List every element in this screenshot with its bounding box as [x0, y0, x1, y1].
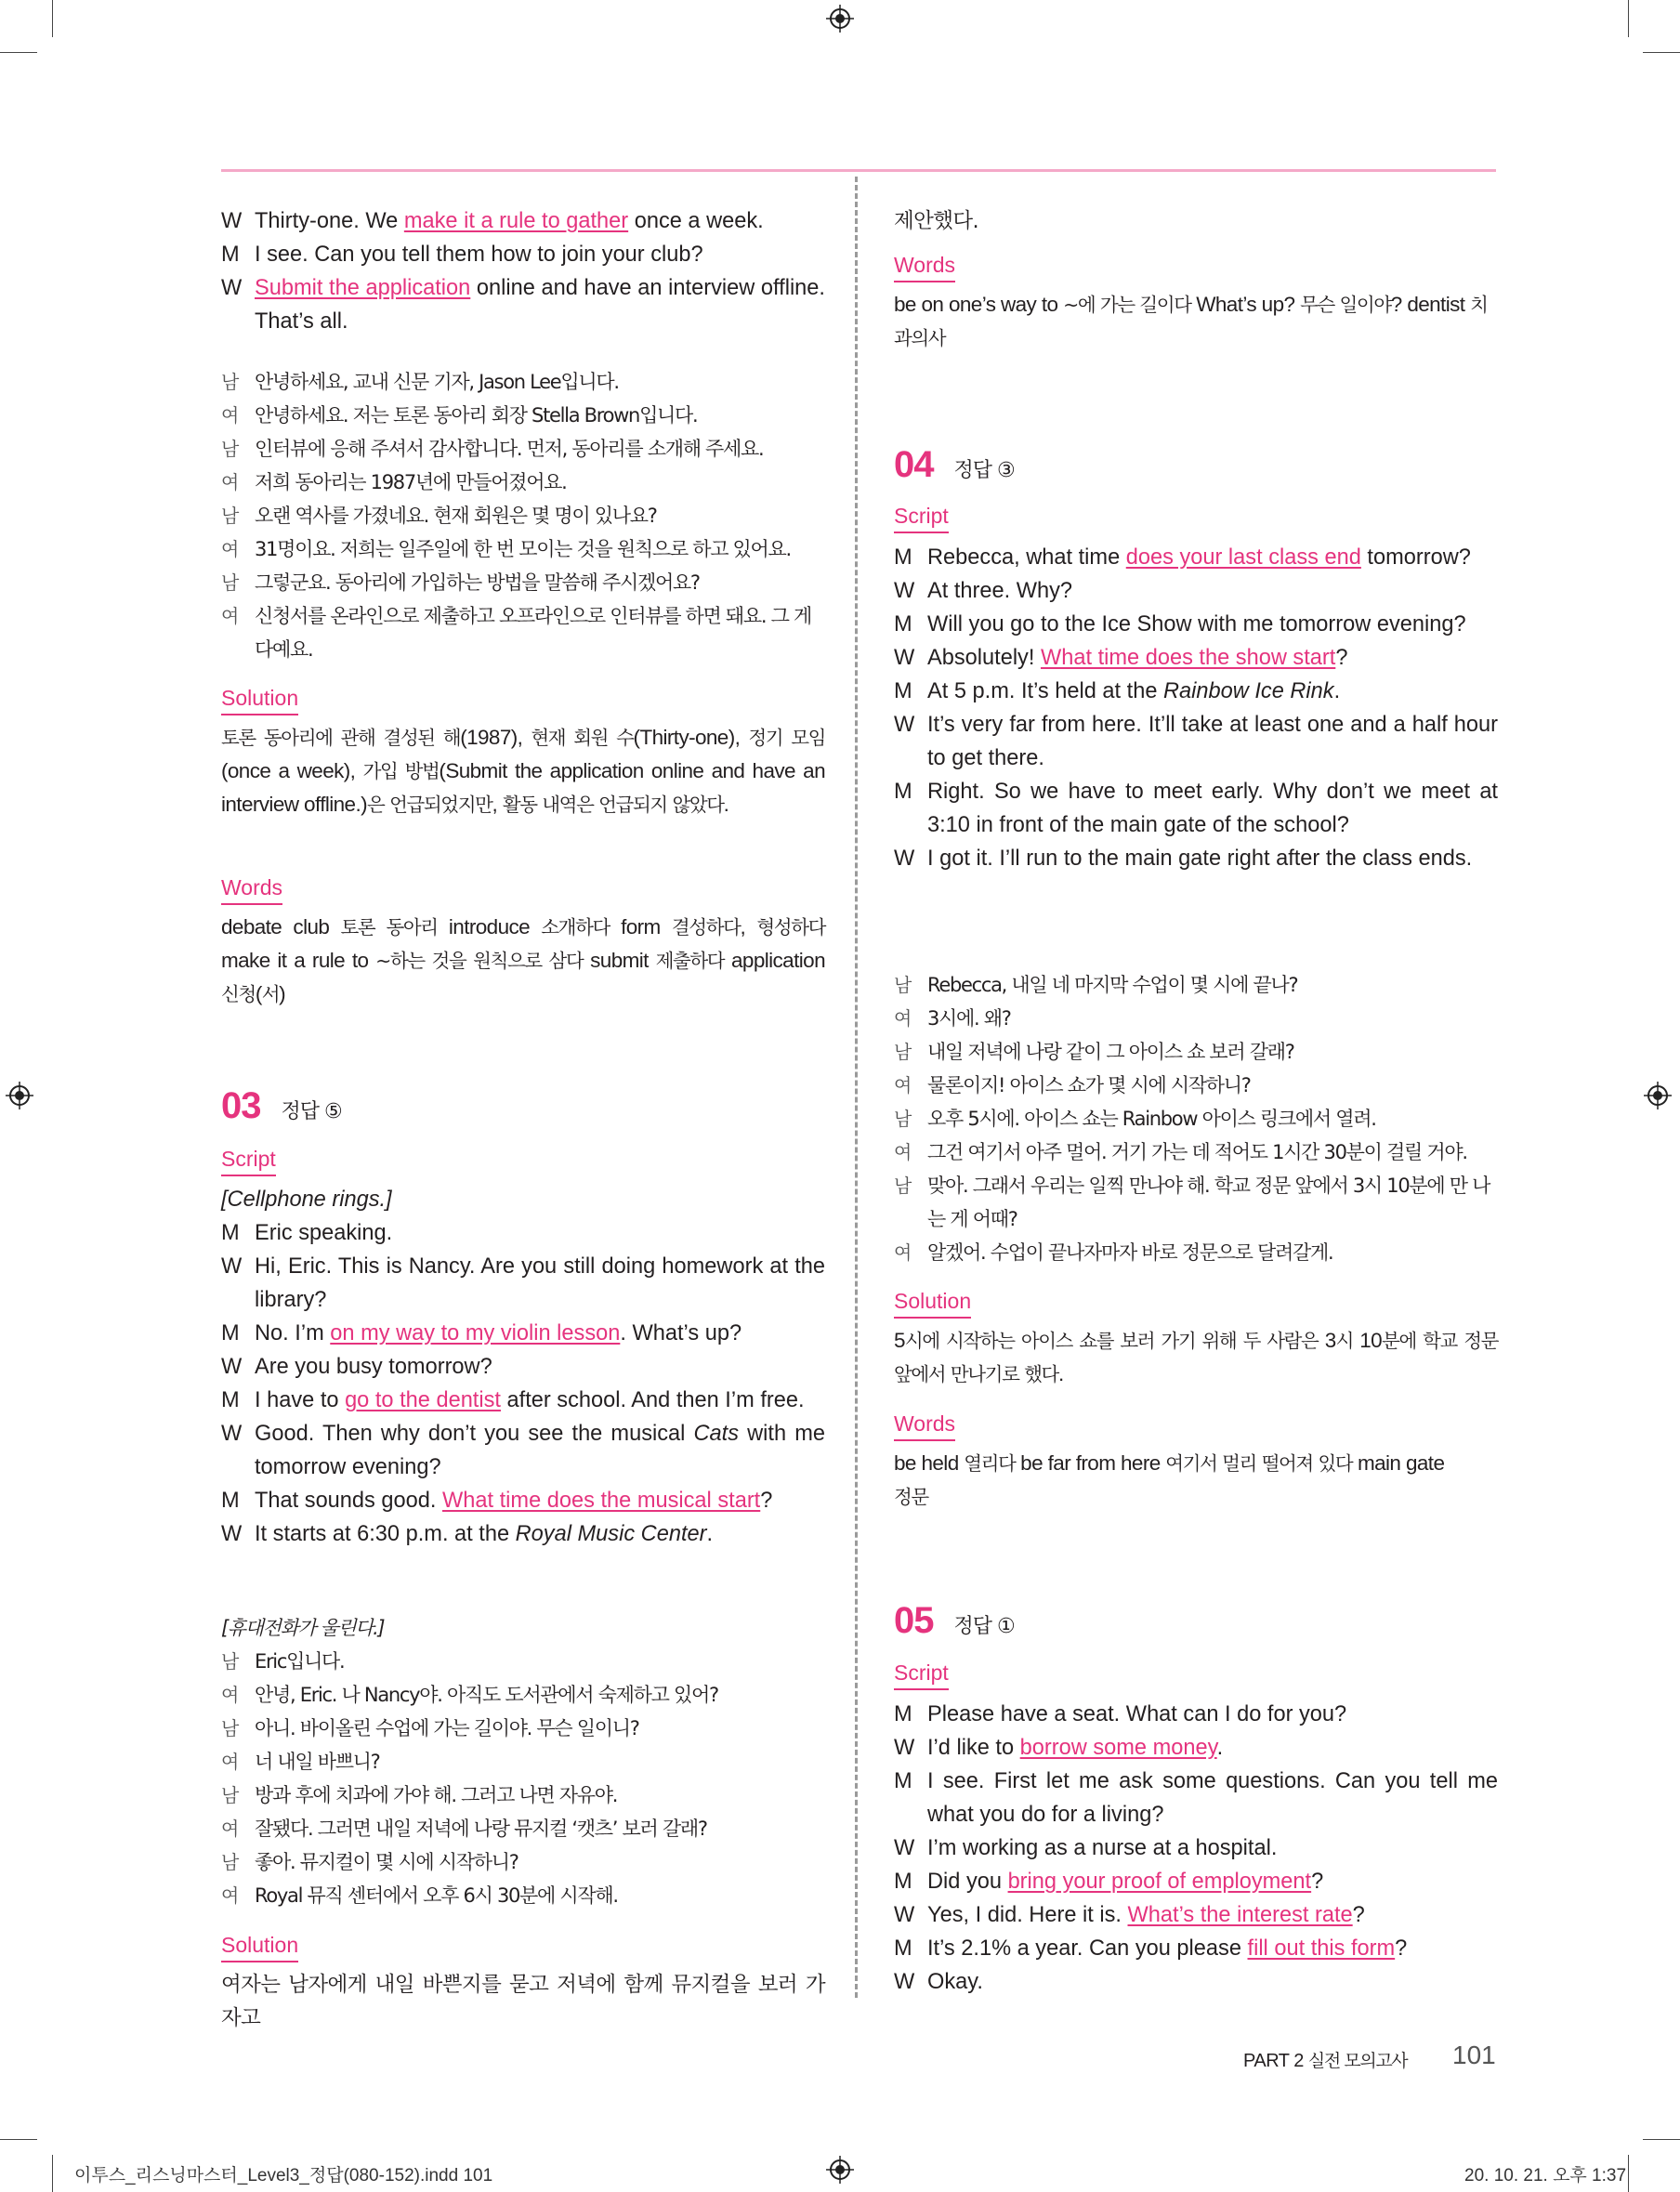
translation-line: [894, 1236, 1498, 1269]
dialogue-line: [221, 1216, 825, 1250]
translation-text: 알겠어. 수업이 끝나자마자 바로 정문으로 달려갈게.: [927, 1241, 1333, 1264]
dialogue-text: [927, 780, 1498, 837]
dialogue-text: [927, 1736, 1223, 1760]
crop-mark: [0, 2139, 37, 2140]
text-segment: I see. First let me ask some questions. Can you tell me what you do for a living?: [927, 1769, 1498, 1827]
script-label: Script: [894, 502, 949, 533]
q04-heading: [894, 442, 1498, 487]
dialogue-line: [894, 842, 1498, 875]
speaker-label: 여: [894, 1241, 912, 1264]
speaker-label: W: [894, 1903, 915, 1927]
words-label: Words: [894, 1410, 955, 1441]
speaker-label: 남: [894, 1041, 912, 1063]
speaker-label: W: [894, 1970, 915, 1994]
words-label: Words: [221, 873, 282, 905]
q02-script-ko: [221, 365, 825, 666]
crop-mark: [0, 52, 37, 53]
dialogue-text: [255, 1489, 772, 1513]
dialogue-line: [221, 1250, 825, 1317]
dialogue-text: [927, 1836, 1277, 1860]
text-segment: It’s 2.1% a year. Can you please: [927, 1936, 1248, 1961]
speaker-label: W: [221, 1422, 243, 1446]
q02-solution-text: 토론 동아리에 관해 결성된 해(1987), 현재 회원 수(Thirty-one), 정기 모임(once a week), 가입 방법(Submit the application online and have an interview offline.)은 언급되었지만, 활동 내역은 언급되지 않았다.: [221, 726, 826, 816]
page-number: 101: [1452, 2041, 1496, 2069]
translation-line: [221, 399, 825, 432]
column-divider: [855, 177, 858, 1998]
q05-heading: [894, 1598, 1498, 1643]
q03-direction-ko: [221, 1611, 825, 1645]
dialogue-text: [255, 243, 703, 267]
question-number: 05: [894, 1600, 934, 1641]
crop-mark: [52, 2155, 53, 2192]
translation-line: [221, 1812, 825, 1845]
text-segment: .: [706, 1522, 714, 1546]
q03-heading: [221, 1083, 825, 1128]
dialogue-text: [927, 1769, 1498, 1827]
translation-text: 오후 5시에. 아이스 쇼는 Rainbow 아이스 링크에서 열려.: [927, 1108, 1376, 1130]
text-segment: I’m working as a nurse at a hospital.: [927, 1836, 1278, 1860]
translation-text: 너 내일 바쁘니?: [255, 1751, 380, 1773]
text-segment: once a week.: [628, 209, 764, 233]
dialogue-line: [221, 1350, 825, 1384]
dialogue-line: [221, 1484, 825, 1517]
dialogue-text: [927, 579, 1072, 603]
registration-mark-icon: [6, 1082, 33, 1109]
dialogue-text: [927, 847, 1472, 871]
solution-label: Solution: [221, 1931, 298, 1962]
dialogue-line: [894, 1765, 1498, 1831]
crop-mark: [52, 0, 53, 37]
text-segment: with me tomorrow evening?: [255, 1422, 825, 1479]
solution-label: Solution: [894, 1287, 971, 1319]
registration-mark-icon: [826, 2156, 854, 2184]
key-phrase: What time does the show start: [1040, 646, 1336, 670]
translation-text: 안녕하세요. 저는 토론 동아리 회장 Stella Brown입니다.: [255, 404, 698, 427]
dialogue-text: [255, 1522, 713, 1546]
dialogue-text: [255, 1254, 825, 1312]
text-segment: That sounds good.: [255, 1489, 442, 1513]
q02-words-section: [221, 873, 825, 1011]
q02-words-text: debate club 토론 동아리 introduce 소개하다 form 결성하다, 형성하다 make it a rule to ~하는 것을 원칙으로 삼다 submit 제출하다 application 신청(서): [221, 915, 826, 1005]
translation-text: 안녕하세요, 교내 신문 기자, Jason Lee입니다.: [255, 371, 619, 393]
registration-mark-icon: [1644, 1082, 1672, 1109]
speaker-label: 남: [894, 1175, 912, 1197]
dialogue-line: [221, 1384, 825, 1417]
dialogue-line: [894, 1731, 1498, 1765]
footer-part-title: [1243, 2047, 1407, 2072]
speaker-label: M: [894, 1769, 912, 1793]
translation-text: 31명이요. 저희는 일주일에 한 번 모이는 것을 원칙으로 하고 있어요.: [255, 538, 791, 560]
speaker-label: 여: [221, 1818, 240, 1840]
translation-text: 좋아. 뮤지컬이 몇 시에 시작하니?: [255, 1851, 518, 1873]
key-phrase: What time does the musical start: [442, 1489, 761, 1513]
text-segment: Are you busy tomorrow?: [255, 1355, 492, 1379]
q05-script-en: [894, 1698, 1498, 1999]
q04-script-ko: [894, 968, 1498, 1269]
text-segment: At three. Why?: [927, 579, 1073, 603]
speaker-label: M: [894, 1702, 912, 1726]
text-segment: ?: [1352, 1903, 1365, 1927]
key-phrase: make it a rule to gather: [403, 209, 629, 233]
text-segment: Please have a seat. What can I do for you?: [927, 1702, 1347, 1726]
dialogue-text: [927, 1903, 1365, 1927]
dialogue-text: [255, 1221, 392, 1245]
print-slug-right: 20. 10. 21. 오후 1:37: [1464, 2166, 1627, 2185]
translation-text: 인터뷰에 응해 주셔서 감사합니다. 먼저, 동아리를 소개해 주세요.: [255, 438, 764, 460]
speaker-label: W: [221, 276, 243, 300]
text-segment: Yes, I did. Here it is.: [927, 1903, 1128, 1927]
q04-words-section: [894, 1410, 1498, 1514]
speaker-label: 여: [221, 404, 240, 427]
translation-text: 내일 저녁에 나랑 같이 그 아이스 쇼 보러 갈래?: [927, 1041, 1294, 1063]
text-segment: tomorrow?: [1360, 545, 1471, 570]
dialogue-line: [894, 541, 1498, 574]
title-text: Royal Music Center: [515, 1522, 707, 1546]
translation-line: [221, 566, 825, 599]
speaker-label: W: [894, 1836, 915, 1860]
q03-solution-cont: [894, 204, 1498, 238]
text-segment: Rebecca, what time: [927, 545, 1126, 570]
dialogue-text: [927, 646, 1347, 670]
text-segment: after school. And then I’m free.: [500, 1388, 805, 1412]
q03-words-text: be on one’s way to ~에 가는 길이다 What’s up? 무슨 일이야? dentist 치과의사: [894, 293, 1488, 349]
translation-text: 물론이지! 아이스 쇼가 몇 시에 시작하니?: [927, 1074, 1251, 1096]
speaker-label: M: [894, 612, 912, 637]
translation-text: 3시에. 왜?: [927, 1007, 1011, 1030]
script-label: Script: [221, 1145, 276, 1176]
crop-mark: [1643, 2139, 1680, 2140]
dialogue-text: [255, 1422, 825, 1479]
translation-line: [221, 532, 825, 566]
key-phrase: Submit the application: [255, 276, 471, 300]
speaker-label: W: [894, 579, 915, 603]
speaker-label: M: [221, 1221, 240, 1245]
part-title: 실전 모의고사: [1307, 2051, 1408, 2071]
dialogue-line: [894, 641, 1498, 675]
dialogue-line: [894, 1698, 1498, 1731]
dialogue-text: [927, 1870, 1323, 1894]
key-phrase: What’s the interest rate: [1127, 1903, 1353, 1927]
dialogue-line: [894, 708, 1498, 775]
answer-key: 정답 ③: [953, 459, 1015, 482]
translation-text: 잘됐다. 그러면 내일 저녁에 나랑 뮤지컬 ‘캣츠’ 보러 갈래?: [255, 1818, 707, 1840]
dialogue-line: [221, 204, 825, 238]
speaker-label: 여: [221, 1884, 240, 1907]
dialogue-line: [221, 1417, 825, 1484]
dialogue-line: [894, 608, 1498, 641]
q04-script-en: [894, 541, 1498, 875]
key-phrase: bring your proof of employment: [1007, 1870, 1312, 1894]
text-segment: I see. Can you tell them how to join your club?: [255, 243, 703, 267]
dialogue-text: [927, 713, 1498, 770]
dialogue-text: [927, 1936, 1407, 1961]
text-segment: ?: [1395, 1936, 1408, 1961]
speaker-label: 남: [221, 1784, 240, 1806]
dialogue-line: [894, 1932, 1498, 1965]
dialogue-line: [894, 1965, 1498, 1999]
speaker-label: M: [221, 1321, 240, 1345]
speaker-label: W: [221, 209, 243, 233]
translation-line: [221, 1879, 825, 1912]
text-segment: . What’s up?: [620, 1321, 742, 1345]
title-text: Rainbow Ice Rink: [1163, 679, 1334, 703]
translation-line: [221, 1745, 825, 1779]
answer-key: 정답 ①: [953, 1615, 1015, 1638]
text-segment: .: [1333, 679, 1341, 703]
answer-key: 정답 ⑤: [281, 1100, 342, 1123]
speaker-label: 여: [221, 605, 240, 627]
text-segment: Will you go to the Ice Show with me tomorrow evening?: [927, 612, 1466, 637]
dialogue-text: [255, 209, 764, 233]
text-segment: It’s very far from here. It’ll take at least one and a half hour to get there.: [927, 713, 1498, 770]
key-phrase: does your last class end: [1125, 545, 1361, 570]
speaker-label: 남: [221, 571, 240, 594]
dialogue-text: [927, 1970, 983, 1994]
speaker-label: M: [894, 679, 912, 703]
translation-line: [894, 1102, 1498, 1135]
q03-script-en: [221, 1216, 825, 1551]
text-segment: Absolutely!: [927, 646, 1041, 670]
speaker-label: 여: [221, 471, 240, 493]
q04-words-text: be held 열리다 be far from here 여기서 멀리 떨어져 있다 main gate 정문: [894, 1451, 1445, 1508]
text-segment: ?: [760, 1489, 773, 1513]
speaker-label: 여: [894, 1007, 912, 1030]
text-segment: I’d like to: [927, 1736, 1020, 1760]
q03-script-ko: [221, 1645, 825, 1912]
speaker-label: 남: [221, 1717, 240, 1739]
translation-text: 신청서를 온라인으로 제출하고 오프라인으로 인터뷰를 하면 돼요. 그 게 다예요.: [255, 605, 811, 661]
text-segment: ?: [1311, 1870, 1324, 1894]
speaker-label: 남: [221, 1650, 240, 1673]
speaker-label: 남: [894, 974, 912, 996]
question-number: 04: [894, 444, 934, 485]
translation-line: [221, 1845, 825, 1879]
translation-text: 그건 여기서 아주 멀어. 거기 가는 데 적어도 1시간 30분이 걸릴 거야.: [927, 1141, 1467, 1163]
q03-solution-part1: [221, 1968, 825, 2035]
dialogue-text: [927, 679, 1340, 703]
translation-line: [894, 1169, 1498, 1236]
speaker-label: 여: [894, 1141, 912, 1163]
text-segment: Right. So we have to meet early. Why don’t we meet at 3:10 in front of the main gate of the school?: [927, 780, 1498, 837]
translation-line: [894, 1035, 1498, 1069]
speaker-label: 남: [221, 371, 240, 393]
text-segment: Thirty-one. We: [255, 209, 404, 233]
dialogue-line: [894, 574, 1498, 608]
text-segment: Did you: [927, 1870, 1008, 1894]
dialogue-line: [894, 775, 1498, 842]
speaker-label: W: [221, 1522, 243, 1546]
text-segment: At 5 p.m. It’s held at the: [927, 679, 1163, 703]
dialogue-line: [221, 238, 825, 271]
dialogue-line: [221, 1517, 825, 1551]
speaker-label: M: [221, 243, 240, 267]
script-label: Script: [894, 1659, 949, 1690]
speaker-label: 여: [221, 538, 240, 560]
dialogue-line: [221, 1317, 825, 1350]
text-segment: online and have an interview offline. That’s all.: [255, 276, 825, 334]
q04-script-section: [894, 502, 1498, 533]
translation-line: [894, 1069, 1498, 1102]
speaker-label: W: [894, 1736, 915, 1760]
q03-script-section: [221, 1145, 825, 1176]
speaker-label: M: [894, 545, 912, 570]
q04-solution-section: [894, 1287, 1498, 1391]
translation-text: 그렇군요. 동아리에 가입하는 방법을 말씀해 주시겠어요?: [255, 571, 700, 594]
speaker-label: 남: [221, 505, 240, 527]
text-segment: Okay.: [927, 1970, 983, 1994]
dialogue-line: [894, 1865, 1498, 1898]
registration-mark-icon: [826, 5, 854, 33]
translation-text: 방과 후에 치과에 가야 해. 그러고 나면 자유야.: [255, 1784, 618, 1806]
translation-line: [221, 432, 825, 466]
words-label: Words: [894, 251, 955, 282]
translation-text: 아니. 바이올린 수업에 가는 길이야. 무슨 일이니?: [255, 1717, 639, 1739]
key-phrase: fill out this form: [1247, 1936, 1396, 1961]
translation-text: Eric입니다.: [255, 1650, 345, 1673]
q02-solution-section: [221, 684, 825, 821]
speaker-label: M: [221, 1388, 240, 1412]
dialogue-text: [927, 545, 1471, 570]
speaker-label: 여: [221, 1684, 240, 1706]
speaker-label: M: [894, 1936, 912, 1961]
question-number: 03: [221, 1085, 261, 1126]
translation-text: 맞아. 그래서 우리는 일찍 만나야 해. 학교 정문 앞에서 3시 10분에 만 나는 게 어때?: [927, 1175, 1490, 1230]
crop-mark: [1628, 2155, 1629, 2192]
translation-text: 저희 동아리는 1987년에 만들어졌어요.: [255, 471, 567, 493]
speaker-label: W: [894, 646, 915, 670]
dialogue-line: [221, 271, 825, 338]
q03-solution-text: 여자는 남자에게 내일 바쁜지를 묻고 저녁에 함께 뮤지컬을 보러 가자고: [221, 1973, 825, 2030]
dialogue-line: [894, 1831, 1498, 1865]
key-phrase: borrow some money: [1019, 1736, 1217, 1760]
speaker-label: 남: [894, 1108, 912, 1130]
translation-line: [221, 1645, 825, 1678]
speaker-label: M: [894, 1870, 912, 1894]
part-label: PART 2: [1243, 2051, 1304, 2071]
translation-text: Rebecca, 내일 네 마지막 수업이 몇 시에 끝나?: [927, 974, 1298, 996]
speaker-label: W: [894, 847, 915, 871]
text-segment: Eric speaking.: [255, 1221, 393, 1245]
text-segment: .: [1216, 1736, 1224, 1760]
translation-line: [894, 1002, 1498, 1035]
speaker-label: M: [894, 780, 912, 804]
translation-line: [221, 1779, 825, 1812]
text-segment: No. I’m: [255, 1321, 331, 1345]
translation-text: 오랜 역사를 가졌네요. 현재 회원은 몇 명이 있나요?: [255, 505, 657, 527]
q03-direction: [221, 1183, 825, 1216]
solution-label: Solution: [221, 684, 298, 715]
dialogue-line: [894, 1898, 1498, 1932]
text-segment: ?: [1335, 646, 1348, 670]
translation-line: [221, 1712, 825, 1745]
text-segment: Good. Then why don’t you see the musical: [255, 1422, 694, 1446]
dialogue-text: [255, 1321, 742, 1345]
text-segment: It starts at 6:30 p.m. at the: [255, 1522, 516, 1546]
key-phrase: on my way to my violin lesson: [330, 1321, 621, 1345]
translation-line: [894, 1135, 1498, 1169]
stage-direction: [Cellphone rings.]: [221, 1188, 392, 1212]
speaker-label: 남: [221, 1851, 240, 1873]
header-rule: [221, 169, 1496, 172]
dialogue-text: [255, 1355, 492, 1379]
text-segment: I got it. I’ll run to the main gate right after the class ends.: [927, 847, 1473, 871]
q03-solution-text-continued: 제안했다.: [894, 209, 979, 233]
translation-line: [894, 968, 1498, 1002]
crop-mark: [1643, 52, 1680, 53]
title-text: Cats: [693, 1422, 740, 1446]
key-phrase: go to the dentist: [345, 1388, 501, 1412]
q02-script-en: [221, 204, 825, 338]
dialogue-text: [255, 1388, 805, 1412]
q03-words-section: [894, 251, 1498, 355]
crop-mark: [1628, 0, 1629, 37]
speaker-label: 여: [894, 1074, 912, 1096]
speaker-label: W: [894, 713, 915, 737]
translation-line: [221, 599, 825, 666]
dialogue-line: [894, 675, 1498, 708]
speaker-label: W: [221, 1254, 243, 1279]
dialogue-text: [255, 276, 825, 334]
dialogue-text: [927, 1702, 1346, 1726]
stage-direction-ko: [휴대전화가 울린다.]: [221, 1617, 385, 1639]
text-segment: I have to: [255, 1388, 346, 1412]
translation-text: Royal 뮤직 센터에서 오후 6시 30분에 시작해.: [255, 1884, 618, 1907]
q05-script-section: [894, 1659, 1498, 1690]
translation-line: [221, 1678, 825, 1712]
speaker-label: 남: [221, 438, 240, 460]
q03-solution-section: [221, 1931, 825, 1962]
translation-line: [221, 466, 825, 499]
text-segment: Hi, Eric. This is Nancy. Are you still doing homework at the library?: [255, 1254, 825, 1312]
speaker-label: W: [221, 1355, 243, 1379]
translation-line: [221, 365, 825, 399]
q04-solution-text: 5시에 시작하는 아이스 쇼를 보러 가기 위해 두 사람은 3시 10분에 학교 정문 앞에서 만나기로 했다.: [894, 1329, 1499, 1385]
speaker-label: 여: [221, 1751, 240, 1773]
translation-line: [221, 499, 825, 532]
speaker-label: M: [221, 1489, 240, 1513]
translation-text: 안녕, Eric. 나 Nancy야. 아직도 도서관에서 숙제하고 있어?: [255, 1684, 718, 1706]
print-slug-left: 이투스_리스닝마스터_Level3_정답(080-152).indd 101: [74, 2166, 493, 2185]
dialogue-text: [927, 612, 1466, 637]
